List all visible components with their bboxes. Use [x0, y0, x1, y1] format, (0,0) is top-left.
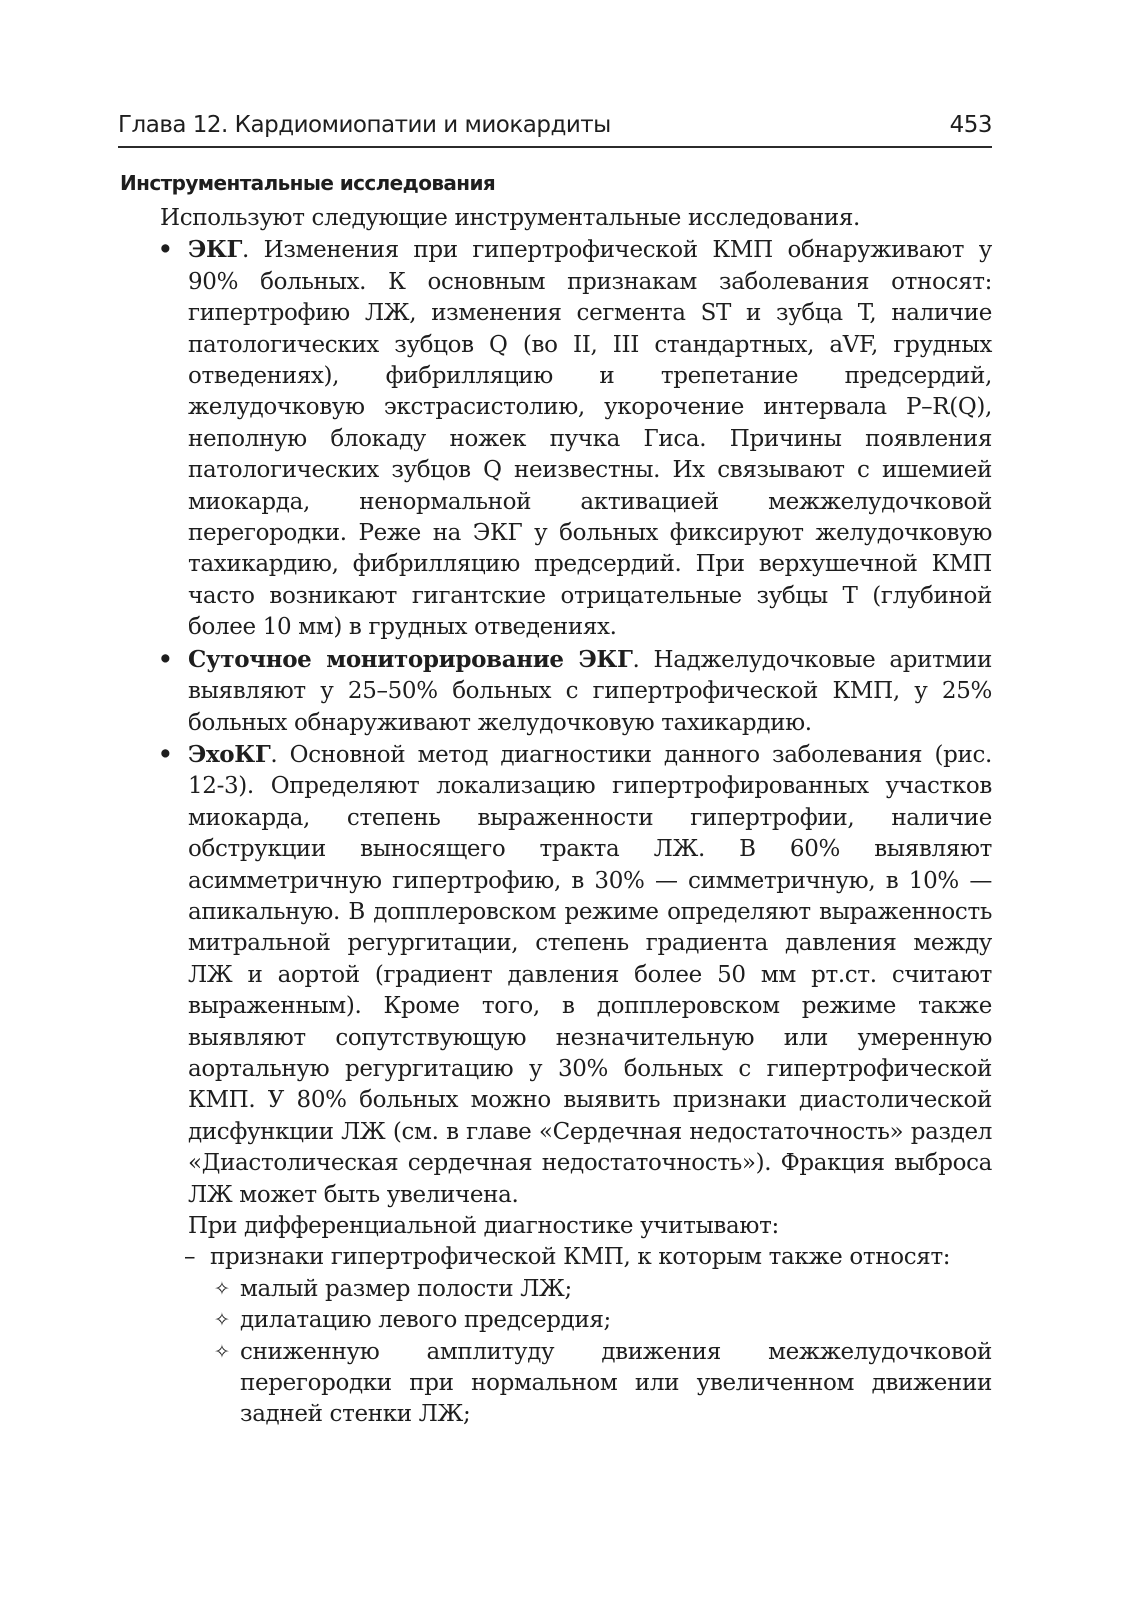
bullet-holter	[118, 644, 992, 739]
sub-item	[118, 1305, 992, 1336]
body-text	[118, 203, 992, 1431]
sub-item	[118, 1337, 992, 1431]
bullet-term: ЭхоКГ	[188, 740, 271, 768]
dash-item	[118, 1242, 992, 1273]
page-number: 453	[949, 112, 992, 138]
bullet-ecg	[118, 234, 992, 643]
chapter-title: Глава 12. Кардиомиопатии и миокардиты	[118, 112, 611, 138]
sub-item-text: сниженную амплитуду движения межжелудочковой перегородки при нормальном или увеличенном движении задней стенки ЛЖ;	[240, 1338, 992, 1428]
intro-paragraph: Используют следующие инструментальные исследования.	[160, 205, 860, 231]
dash-item-text: признаки гипертрофической КМП, к которым также относят:	[210, 1244, 951, 1271]
section-title: Инструментальные исследования	[120, 171, 496, 195]
differential-intro: При дифференциальной диагностике учитывают:	[188, 1213, 779, 1239]
diamond-icon: ✧	[214, 1309, 230, 1332]
bullet-text: . Основной метод диагностики данного заболевания (рис. 12-3). Определяют локализацию гипертрофированных участков миокарда, степень выраженности гипертрофии, наличие обструкции выносящего тракта ЛЖ. В 60% выявляют асимметричную гипертрофию, в 30% — симметричную, в 10% — апикальную. В допплеровском режиме определяют выраженность митральной регургитации, степень градиента давления между ЛЖ и аортой (градиент давления более 50 мм рт.ст. считают выраженным). Кроме того, в допплеровском режиме также выявляют сопутствующую незначительную или умеренную аортальную регургитацию у 30% больных с гипертрофической КМП. У 80% больных можно выявить признаки диастолической дисфункции ЛЖ (см. в главе «Сердечная недостаточность» раздел «Диастолическая сердечная недостаточность»). Фракция выброса ЛЖ может быть увеличена.	[188, 741, 992, 1208]
sub-item	[118, 1274, 992, 1305]
bullet-echo	[118, 739, 992, 1211]
bullet-text: . Изменения при гипертрофической КМП обнаруживают у 90% больных. К основным признакам заболевания относят: гипертрофию ЛЖ, изменения сегмента ST и зубца T, наличие патологических зубцов Q (во II, III стандартных, aVF, грудных отведениях), фибрилляцию и трепетание предсердий, желудочковую экстрасистолию, укорочение интервала P–R(Q), неполную блокаду ножек пучка Гиса. Причины появления патологических зубцов Q неизвестны. Их связывают с ишемией миокарда, ненормальной активацией межжелудочковой перегородки. Реже на ЭКГ у больных фиксируют желудочковую тахикардию, фибрилляцию предсердий. При верхушечной КМП часто возникают гигантские отрицательные зубцы T (глубиной более 10 мм) в грудных отведениях.	[188, 237, 992, 641]
bullet-dot-icon: •	[158, 645, 173, 673]
bullet-term: Суточное мониторирование ЭКГ	[188, 645, 633, 673]
bullet-term: ЭКГ	[188, 236, 243, 264]
bullet-dot-icon: •	[158, 236, 173, 264]
sub-item-text: малый размер полости ЛЖ;	[240, 1275, 572, 1302]
diamond-icon: ✧	[214, 1340, 230, 1363]
diamond-icon: ✧	[214, 1277, 230, 1300]
bullet-text: . Наджелудочковые аритмии выявляют у 25–50% больных с гипертрофической КМП, у 25% больных обнаруживают желудочковую тахикардию.	[188, 646, 993, 736]
sub-item-text: дилатацию левого предсердия;	[240, 1307, 611, 1334]
bullet-dot-icon: •	[158, 740, 173, 768]
running-header	[118, 110, 992, 148]
dash-icon: –	[184, 1244, 196, 1271]
